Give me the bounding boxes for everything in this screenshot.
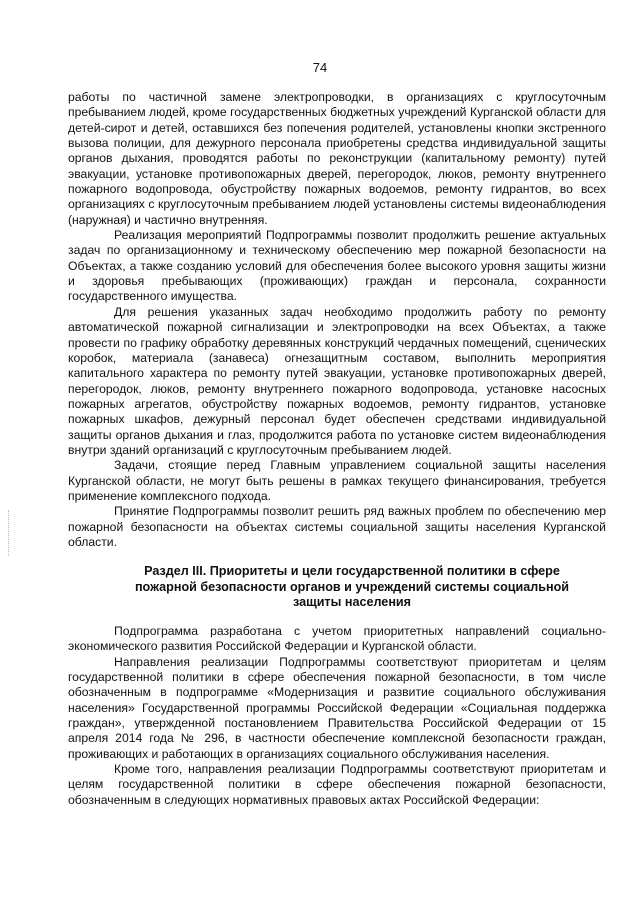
paragraph-legal-acts: Кроме того, направления реализации Подпрограммы соответствуют приоритетам и целям государственной политики в сфере обеспечения пожарной безопасности, обозначенным в следующих нормативных правовых актах Российской Федерации:: [68, 761, 606, 807]
margin-mark: [8, 510, 10, 556]
paragraph-directions: Направления реализации Подпрограммы соответствуют приоритетам и целям государственной политики в сфере обеспечения пожарной безопасности, в том числе обозначенным в подпрограмме «Модернизация и развитие социального обслуживания населения» Государственной программы Российской Федерации «Социальная поддержка граждан», утвержденной постановлением Правительства Российской Федерации от 15 апреля 2014 года № 296, в частности обеспечение комплексной безопасности граждан, проживающих и работающих в организациях социального обслуживания населения.: [68, 654, 606, 761]
paragraph-priorities: Подпрограмма разработана с учетом приоритетных направлений социально-экономического развития Российской Федерации и Курганской области.: [68, 623, 606, 654]
paragraph-tasks: Для решения указанных задач необходимо продолжить работу по ремонту автоматической пожарной сигнализации и электропроводки на всех Объектах, а также провести по графику обработку деревянных конструкций чердачных помещений, сценических коробок, материала (занавеса) огнезащитным составом, выполнить мероприятия капитального характера по ремонту путей эвакуации, установке противопожарных дверей, перегородок, люков, ремонту внутреннего пожарного водопровода, установке насосных пожарных агрегатов, обустройству пожарных водоемов, ремонту гидрантов, установке пожарных шкафов, дежурный персонал будет обеспечен средствами индивидуальной защиты органов дыхания и глаз, продолжится работа по установке систем видеонаблюдения внутри зданий организаций с круглосуточным пребыванием людей.: [68, 304, 606, 457]
paragraph-adoption: Принятие Подпрограммы позволит решить ряд важных проблем по обеспечению мер пожарной безопасности на объектах системы социальной защиты населения Курганской области.: [68, 504, 606, 549]
page-number: 74: [312, 60, 328, 75]
paragraph-continuation: работы по частичной замене электропроводки, в организациях с круглосуточным пребыванием людей, кроме государственных бюджетных учреждений Курганской области для детей-сирот и детей, оставшихся без попечения родителей, установлены кнопки экстренного вызова полиции, для дежурного персонала приобретены средства индивидуальной защиты органов дыхания, проводятся работы по реконструкции (капитальному ремонту) путей эвакуации, установке противопожарных дверей, перегородок, люков, ремонту внутреннего пожарного водопровода, обустройству пожарных водоемов, ремонту гидрантов, во всех организациях с круглосуточным пребыванием людей установлены системы видеонаблюдения (наружная) и частично внутренняя.: [68, 90, 606, 227]
paragraph-implementation: Реализация мероприятий Подпрограммы позволит продолжить решение актуальных задач по организационному и техническому обеспечению мер пожарной безопасности на Объектах, а также созданию условий для обеспечения более высокого уровня защиты жизни и здоровья пребывающих (проживающих) граждан и персонала, сохранности государственного имущества.: [68, 228, 606, 304]
paragraph-financing: Задачи, стоящие перед Главным управлением социальной защиты населения Курганской области, не могут быть решены в рамках текущего финансирования, требуется применение комплексного подхода.: [68, 458, 606, 503]
section-heading: Раздел III. Приоритеты и цели государственной политики в сфере пожарной безопасности органов и учреждений системы социальной защиты населения: [134, 564, 570, 610]
document-body: [68, 90, 606, 808]
